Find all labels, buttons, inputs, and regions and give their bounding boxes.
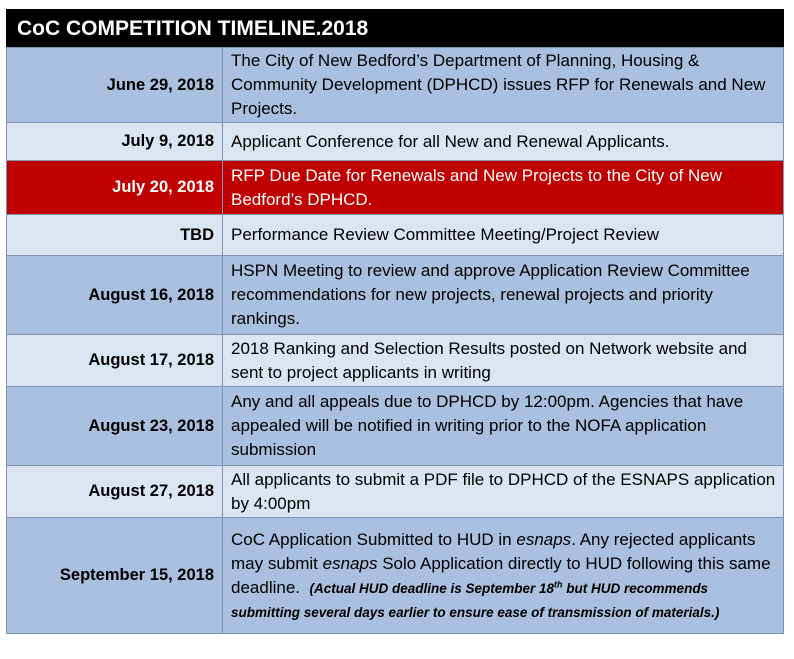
timeline-table: [6, 47, 784, 634]
row-date: June 29, 2018: [7, 48, 223, 123]
table-row: [7, 387, 784, 466]
table-row: [7, 48, 784, 123]
row-description: Applicant Conference for all New and Renewal Applicants.: [223, 123, 784, 161]
row-date: August 16, 2018: [7, 256, 223, 335]
row-description: Any and all appeals due to DPHCD by 12:00pm. Agencies that have appealed will be notified in writing prior to the NOFA application submission: [223, 387, 784, 466]
table-row-highlighted: [7, 161, 784, 215]
row-date: TBD: [7, 215, 223, 256]
note-superscript: th: [554, 579, 563, 589]
desc-esnaps: esnaps: [516, 529, 572, 549]
table-row: [7, 256, 784, 335]
table-row: [7, 335, 784, 387]
row-description: Performance Review Committee Meeting/Project Review: [223, 215, 784, 256]
row-description: All applicants to submit a PDF file to DPHCD of the ESNAPS application by 4:00pm: [223, 466, 784, 518]
row-date: September 15, 2018: [7, 518, 223, 634]
note-text: (Actual HUD deadline is September 18: [309, 580, 555, 596]
note-text: but HUD recommends submitting several days earlier to ensure ease of transmission of materials.): [231, 580, 720, 620]
deadline-note: [231, 581, 719, 620]
table-row: [7, 123, 784, 161]
row-date: August 23, 2018: [7, 387, 223, 466]
desc-text: Solo Application directly to HUD following this same deadline.: [231, 553, 771, 597]
desc-esnaps: esnaps: [322, 553, 378, 573]
row-description: 2018 Ranking and Selection Results posted on Network website and sent to project applicants in writing: [223, 335, 784, 387]
row-description: The City of New Bedford’s Department of Planning, Housing & Community Development (DPHCD) issues RFP for Renewals and New Projects.: [223, 48, 784, 123]
desc-text: . Any rejected applicants may submit: [231, 529, 756, 573]
desc-text: CoC Application Submitted to HUD in: [231, 529, 517, 549]
row-description: [223, 518, 784, 634]
row-description: HSPN Meeting to review and approve Application Review Committee recommendations for new projects, renewal projects and priority rankings.: [223, 256, 784, 335]
table-row: [7, 518, 784, 634]
row-description: RFP Due Date for Renewals and New Projects to the City of New Bedford’s DPHCD.: [223, 161, 784, 215]
row-date: July 20, 2018: [7, 161, 223, 215]
row-date: July 9, 2018: [7, 123, 223, 161]
table-row: [7, 215, 784, 256]
row-date: August 27, 2018: [7, 466, 223, 518]
table-title: CoC COMPETITION TIMELINE.2018: [6, 9, 784, 47]
timeline-table-container: [6, 9, 784, 634]
table-row: [7, 466, 784, 518]
row-date: August 17, 2018: [7, 335, 223, 387]
